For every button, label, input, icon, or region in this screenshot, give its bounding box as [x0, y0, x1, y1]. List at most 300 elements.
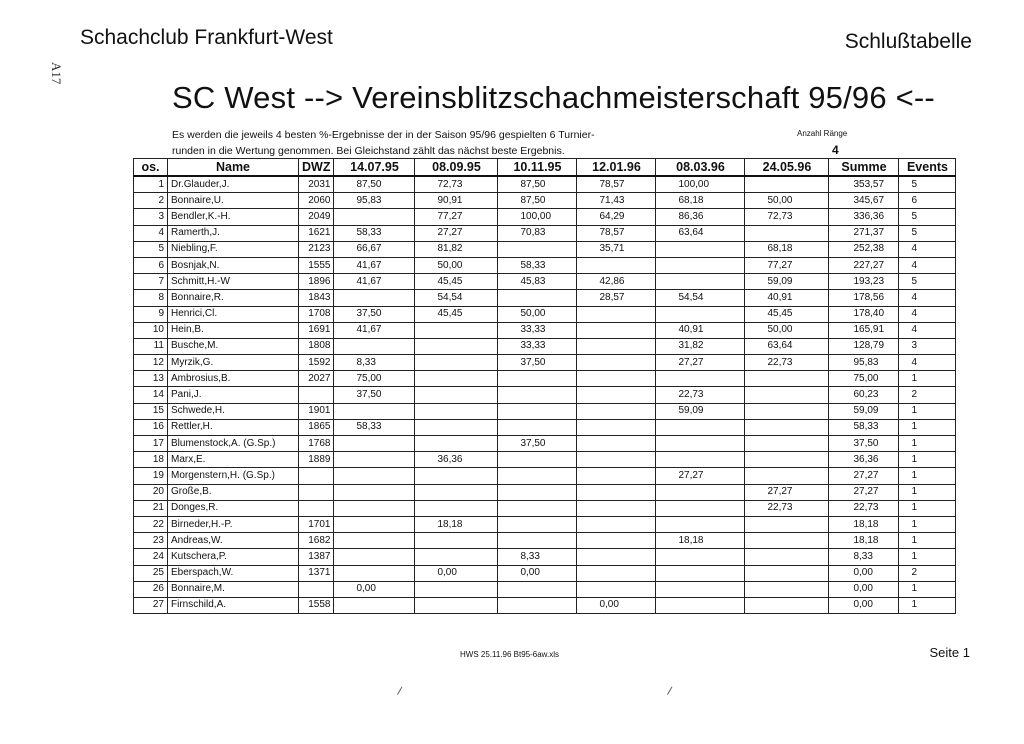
dwz-cell: 2049	[299, 209, 334, 225]
events-cell: 1	[899, 533, 956, 549]
dwz-cell	[299, 500, 334, 516]
result-cell: 45,45	[415, 306, 498, 322]
dwz-cell	[299, 484, 334, 500]
result-cell: 100,00	[656, 176, 745, 193]
result-cell	[498, 403, 577, 419]
result-cell	[415, 338, 498, 354]
result-cell: 0,00	[498, 565, 577, 581]
result-cell	[415, 484, 498, 500]
result-cell	[577, 322, 656, 338]
dwz-cell	[299, 581, 334, 597]
column-header: os.	[134, 159, 168, 177]
events-cell: 5	[899, 176, 956, 193]
name-cell: Dr.Glauder,J.	[168, 176, 299, 193]
events-cell: 3	[899, 338, 956, 354]
result-cell	[577, 565, 656, 581]
result-cell	[498, 387, 577, 403]
result-cell	[498, 484, 577, 500]
result-cell	[498, 581, 577, 597]
events-cell: 1	[899, 581, 956, 597]
result-cell	[334, 484, 415, 500]
rank-cell: 12	[134, 355, 168, 371]
table-row	[134, 257, 956, 273]
rank-cell: 23	[134, 533, 168, 549]
dwz-cell: 1865	[299, 419, 334, 435]
result-cell: 0,00	[334, 581, 415, 597]
result-cell: 27,27	[745, 484, 829, 500]
result-cell	[577, 549, 656, 565]
name-cell: Henrici,Cl.	[168, 306, 299, 322]
result-cell	[498, 597, 577, 613]
result-cell	[334, 452, 415, 468]
result-cell: 58,33	[498, 257, 577, 273]
result-cell	[415, 533, 498, 549]
name-cell: Busche,M.	[168, 338, 299, 354]
result-cell: 33,33	[498, 322, 577, 338]
result-cell	[745, 597, 829, 613]
dwz-cell	[299, 387, 334, 403]
name-cell: Birneder,H.-P.	[168, 516, 299, 532]
result-cell	[498, 500, 577, 516]
document-type: Schlußtabelle	[844, 30, 972, 53]
result-cell: 41,67	[334, 274, 415, 290]
result-cell	[498, 468, 577, 484]
events-cell: 2	[899, 565, 956, 581]
result-cell: 27,27	[415, 225, 498, 241]
name-cell: Bonnaire,U.	[168, 193, 299, 209]
result-cell	[334, 549, 415, 565]
result-cell	[334, 533, 415, 549]
result-cell	[498, 516, 577, 532]
table-row	[134, 306, 956, 322]
table-row	[134, 322, 956, 338]
table-row	[134, 176, 956, 193]
result-cell	[577, 436, 656, 452]
result-cell	[577, 581, 656, 597]
result-cell: 54,54	[415, 290, 498, 306]
result-cell	[415, 597, 498, 613]
table-row	[134, 209, 956, 225]
result-cell	[656, 241, 745, 257]
result-cell: 86,36	[656, 209, 745, 225]
result-cell: 77,27	[745, 257, 829, 273]
result-cell: 100,00	[498, 209, 577, 225]
result-cell: 0,00	[415, 565, 498, 581]
result-cell	[577, 533, 656, 549]
result-cell: 64,29	[577, 209, 656, 225]
dwz-cell	[299, 468, 334, 484]
sum-cell: 271,37	[829, 225, 899, 241]
events-cell: 4	[899, 290, 956, 306]
result-cell	[656, 516, 745, 532]
result-cell	[745, 549, 829, 565]
events-cell: 4	[899, 306, 956, 322]
result-cell: 87,50	[498, 176, 577, 193]
dwz-cell: 1768	[299, 436, 334, 452]
table-row	[134, 371, 956, 387]
dwz-cell: 1808	[299, 338, 334, 354]
result-cell	[334, 403, 415, 419]
column-header: 08.03.96	[656, 159, 745, 177]
pen-mark: /	[396, 683, 404, 699]
table-row	[134, 403, 956, 419]
ranks-value: 4	[832, 143, 839, 157]
standings-table	[133, 158, 956, 614]
table-row	[134, 436, 956, 452]
events-cell: 6	[899, 193, 956, 209]
events-cell: 1	[899, 371, 956, 387]
table-row	[134, 597, 956, 613]
result-cell: 27,27	[656, 355, 745, 371]
rank-cell: 5	[134, 241, 168, 257]
result-cell: 0,00	[577, 597, 656, 613]
result-cell: 28,57	[577, 290, 656, 306]
result-cell: 35,71	[577, 241, 656, 257]
name-cell: Hein,B.	[168, 322, 299, 338]
result-cell	[745, 468, 829, 484]
result-cell	[577, 338, 656, 354]
table-row	[134, 581, 956, 597]
result-cell	[745, 225, 829, 241]
result-cell: 81,82	[415, 241, 498, 257]
result-cell: 36,36	[415, 452, 498, 468]
rank-cell: 22	[134, 516, 168, 532]
events-cell: 4	[899, 355, 956, 371]
dwz-cell: 2027	[299, 371, 334, 387]
result-cell	[745, 419, 829, 435]
result-cell	[334, 209, 415, 225]
result-cell: 37,50	[498, 355, 577, 371]
table-row	[134, 387, 956, 403]
result-cell: 18,18	[656, 533, 745, 549]
result-cell	[334, 500, 415, 516]
result-cell	[415, 500, 498, 516]
result-cell: 40,91	[745, 290, 829, 306]
result-cell	[334, 436, 415, 452]
name-cell: Ambrosius,B.	[168, 371, 299, 387]
name-cell: Andreas,W.	[168, 533, 299, 549]
rank-cell: 24	[134, 549, 168, 565]
result-cell: 59,09	[745, 274, 829, 290]
result-cell	[415, 419, 498, 435]
result-cell	[334, 516, 415, 532]
name-cell: Schwede,H.	[168, 403, 299, 419]
table-row	[134, 452, 956, 468]
result-cell	[577, 387, 656, 403]
intro-line-2: runden in die Wertung genommen. Bei Gleichstand zählt das nächst beste Ergebnis.	[172, 145, 565, 157]
result-cell: 54,54	[656, 290, 745, 306]
result-cell: 77,27	[415, 209, 498, 225]
rank-cell: 2	[134, 193, 168, 209]
sum-cell: 0,00	[829, 565, 899, 581]
result-cell: 75,00	[334, 371, 415, 387]
footer-filename: HWS 25.11.96 Bt95-6aw.xls	[460, 650, 560, 659]
dwz-cell: 1896	[299, 274, 334, 290]
result-cell: 50,00	[745, 322, 829, 338]
result-cell	[498, 419, 577, 435]
events-cell: 1	[899, 549, 956, 565]
result-cell	[334, 290, 415, 306]
name-cell: Niebling,F.	[168, 241, 299, 257]
result-cell	[656, 500, 745, 516]
events-cell: 4	[899, 322, 956, 338]
result-cell: 31,82	[656, 338, 745, 354]
table-row	[134, 225, 956, 241]
name-cell: Pani,J.	[168, 387, 299, 403]
dwz-cell: 1708	[299, 306, 334, 322]
sum-cell: 178,56	[829, 290, 899, 306]
rank-cell: 9	[134, 306, 168, 322]
intro-text	[172, 127, 632, 159]
result-cell	[745, 176, 829, 193]
result-cell: 27,27	[656, 468, 745, 484]
result-cell: 41,67	[334, 257, 415, 273]
result-cell	[334, 468, 415, 484]
result-cell	[415, 355, 498, 371]
dwz-cell: 2123	[299, 241, 334, 257]
name-cell: Ramerth,J.	[168, 225, 299, 241]
sum-cell: 75,00	[829, 371, 899, 387]
result-cell	[415, 387, 498, 403]
result-cell: 58,33	[334, 419, 415, 435]
sum-cell: 27,27	[829, 468, 899, 484]
rank-cell: 14	[134, 387, 168, 403]
result-cell	[415, 549, 498, 565]
column-header: Summe	[829, 159, 899, 177]
table-row	[134, 241, 956, 257]
result-cell: 70,83	[498, 225, 577, 241]
result-cell	[577, 257, 656, 273]
result-cell: 59,09	[656, 403, 745, 419]
rank-cell: 15	[134, 403, 168, 419]
table-row	[134, 565, 956, 581]
column-header: Name	[168, 159, 299, 177]
rank-cell: 16	[134, 419, 168, 435]
ranks-label: Anzahl Ränge	[797, 129, 848, 138]
sum-cell: 18,18	[829, 533, 899, 549]
result-cell	[745, 565, 829, 581]
result-cell	[656, 257, 745, 273]
column-header: Events	[899, 159, 956, 177]
rank-cell: 21	[134, 500, 168, 516]
result-cell: 8,33	[334, 355, 415, 371]
events-cell: 1	[899, 419, 956, 435]
table-row	[134, 290, 956, 306]
sum-cell: 193,23	[829, 274, 899, 290]
result-cell	[334, 597, 415, 613]
result-cell: 90,91	[415, 193, 498, 209]
events-cell: 2	[899, 387, 956, 403]
events-cell: 4	[899, 257, 956, 273]
result-cell	[745, 371, 829, 387]
name-cell: Eberspach,W.	[168, 565, 299, 581]
rank-cell: 19	[134, 468, 168, 484]
archive-stamp: A17	[49, 62, 64, 85]
result-cell	[656, 581, 745, 597]
table-row	[134, 419, 956, 435]
name-cell: Bonnaire,R.	[168, 290, 299, 306]
result-cell	[577, 452, 656, 468]
result-cell	[334, 338, 415, 354]
result-cell: 45,45	[745, 306, 829, 322]
table-row	[134, 193, 956, 209]
sum-cell: 227,27	[829, 257, 899, 273]
result-cell: 18,18	[415, 516, 498, 532]
sum-cell: 165,91	[829, 322, 899, 338]
result-cell: 41,67	[334, 322, 415, 338]
events-cell: 1	[899, 436, 956, 452]
result-cell: 63,64	[745, 338, 829, 354]
result-cell: 68,18	[656, 193, 745, 209]
rank-cell: 26	[134, 581, 168, 597]
events-cell: 1	[899, 468, 956, 484]
name-cell: Myrzik,G.	[168, 355, 299, 371]
rank-cell: 13	[134, 371, 168, 387]
name-cell: Bonnaire,M.	[168, 581, 299, 597]
sum-cell: 36,36	[829, 452, 899, 468]
result-cell	[498, 452, 577, 468]
rank-cell: 4	[134, 225, 168, 241]
result-cell	[745, 533, 829, 549]
result-cell	[415, 371, 498, 387]
result-cell: 37,50	[498, 436, 577, 452]
result-cell: 87,50	[498, 193, 577, 209]
name-cell: Blumenstock,A. (G.Sp.)	[168, 436, 299, 452]
result-cell	[656, 306, 745, 322]
result-cell	[656, 436, 745, 452]
pen-mark: /	[666, 683, 674, 699]
result-cell: 40,91	[656, 322, 745, 338]
dwz-cell: 1691	[299, 322, 334, 338]
events-cell: 1	[899, 597, 956, 613]
result-cell	[656, 597, 745, 613]
result-cell	[656, 419, 745, 435]
result-cell: 37,50	[334, 387, 415, 403]
dwz-cell: 2031	[299, 176, 334, 193]
name-cell: Große,B.	[168, 484, 299, 500]
name-cell: Bosnjak,N.	[168, 257, 299, 273]
events-cell: 5	[899, 274, 956, 290]
dwz-cell: 1371	[299, 565, 334, 581]
events-cell: 5	[899, 209, 956, 225]
result-cell: 45,83	[498, 274, 577, 290]
result-cell: 66,67	[334, 241, 415, 257]
dwz-cell: 1558	[299, 597, 334, 613]
sum-cell: 252,38	[829, 241, 899, 257]
result-cell: 78,57	[577, 176, 656, 193]
result-cell	[498, 290, 577, 306]
club-name: Schachclub Frankfurt-West	[80, 26, 333, 49]
name-cell: Schmitt,H.-W	[168, 274, 299, 290]
result-cell	[577, 403, 656, 419]
sum-cell: 178,40	[829, 306, 899, 322]
rank-cell: 7	[134, 274, 168, 290]
result-cell	[745, 452, 829, 468]
sum-cell: 353,57	[829, 176, 899, 193]
result-cell	[656, 565, 745, 581]
events-cell: 4	[899, 241, 956, 257]
rank-cell: 11	[134, 338, 168, 354]
result-cell	[415, 403, 498, 419]
result-cell: 50,00	[745, 193, 829, 209]
name-cell: Rettler,H.	[168, 419, 299, 435]
rank-cell: 10	[134, 322, 168, 338]
result-cell: 42,86	[577, 274, 656, 290]
result-cell: 50,00	[415, 257, 498, 273]
table-row	[134, 338, 956, 354]
sum-cell: 8,33	[829, 549, 899, 565]
table-body	[134, 176, 956, 614]
column-header: 10.11.95	[498, 159, 577, 177]
result-cell: 72,73	[415, 176, 498, 193]
page-title: SC West --> Vereinsblitzschachmeisterschaft 95/96 <--	[172, 80, 935, 115]
events-cell: 1	[899, 484, 956, 500]
table-row	[134, 500, 956, 516]
sum-cell: 60,23	[829, 387, 899, 403]
result-cell: 71,43	[577, 193, 656, 209]
result-cell: 37,50	[334, 306, 415, 322]
dwz-cell: 1901	[299, 403, 334, 419]
result-cell	[745, 516, 829, 532]
result-cell	[334, 565, 415, 581]
sum-cell: 18,18	[829, 516, 899, 532]
dwz-cell: 1621	[299, 225, 334, 241]
result-cell: 45,45	[415, 274, 498, 290]
table-row	[134, 533, 956, 549]
sum-cell: 128,79	[829, 338, 899, 354]
result-cell	[498, 533, 577, 549]
rank-cell: 25	[134, 565, 168, 581]
table-row	[134, 549, 956, 565]
result-cell: 33,33	[498, 338, 577, 354]
rank-cell: 20	[134, 484, 168, 500]
name-cell: Bendler,K.-H.	[168, 209, 299, 225]
result-cell	[656, 274, 745, 290]
table-row	[134, 355, 956, 371]
page-number: Seite 1	[929, 645, 970, 660]
result-cell: 72,73	[745, 209, 829, 225]
name-cell: Kutschera,P.	[168, 549, 299, 565]
result-cell	[745, 436, 829, 452]
result-cell	[745, 581, 829, 597]
result-cell	[577, 484, 656, 500]
result-cell: 8,33	[498, 549, 577, 565]
result-cell	[577, 419, 656, 435]
sum-cell: 336,36	[829, 209, 899, 225]
result-cell	[415, 322, 498, 338]
result-cell: 68,18	[745, 241, 829, 257]
result-cell	[577, 306, 656, 322]
result-cell	[577, 500, 656, 516]
result-cell	[498, 241, 577, 257]
events-cell: 1	[899, 500, 956, 516]
dwz-cell: 1889	[299, 452, 334, 468]
result-cell	[577, 516, 656, 532]
result-cell: 22,73	[656, 387, 745, 403]
sum-cell: 95,83	[829, 355, 899, 371]
result-cell	[745, 387, 829, 403]
dwz-cell: 1387	[299, 549, 334, 565]
result-cell	[656, 484, 745, 500]
rank-cell: 6	[134, 257, 168, 273]
events-cell: 1	[899, 403, 956, 419]
result-cell	[415, 468, 498, 484]
sum-cell: 37,50	[829, 436, 899, 452]
dwz-cell: 1592	[299, 355, 334, 371]
result-cell	[415, 436, 498, 452]
dwz-cell: 1843	[299, 290, 334, 306]
column-header: 12.01.96	[577, 159, 656, 177]
